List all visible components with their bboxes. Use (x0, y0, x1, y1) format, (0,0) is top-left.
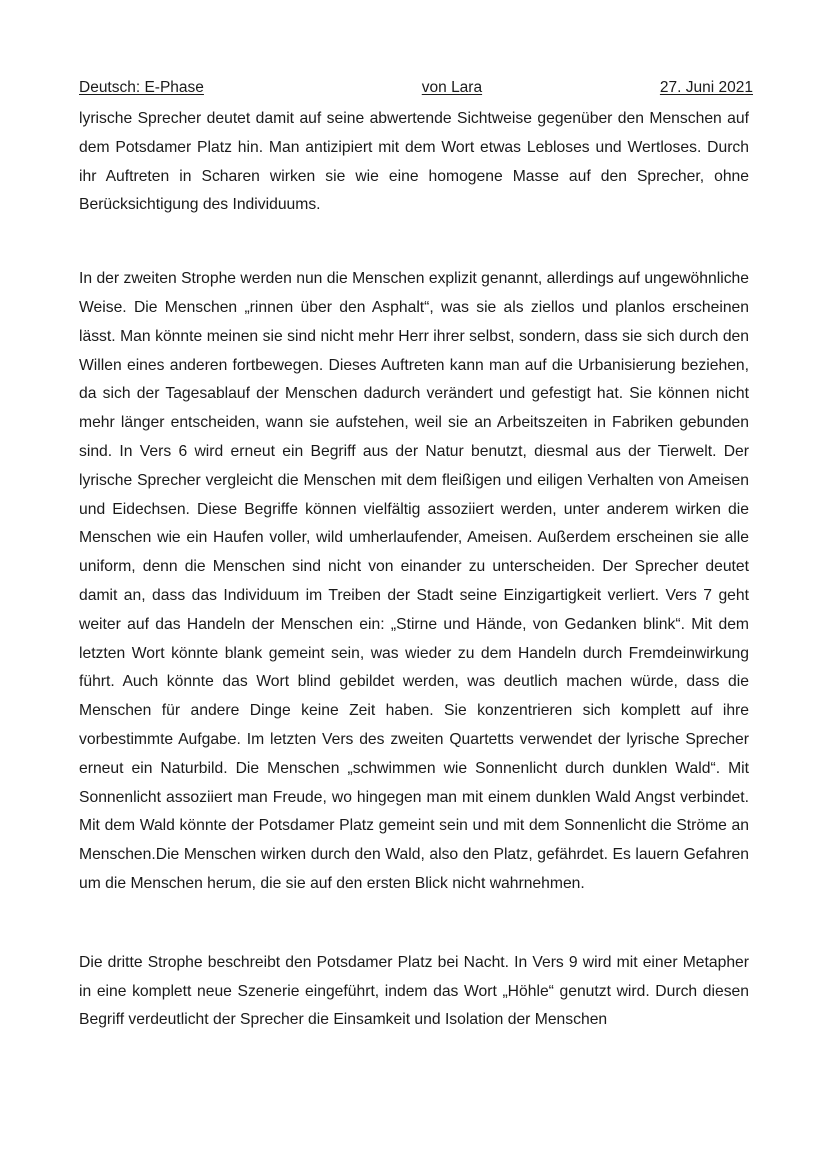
paragraph-3: Die dritte Strophe beschreibt den Potsdamer Platz bei Nacht. In Vers 9 wird mit einer Metapher in eine komplett neue Szenerie eingeführt, indem das Wort „Höhle“ genutzt wird. Durch diesen Begriff verdeutlicht der Sprecher die Einsamkeit und Isolation der Menschen (79, 953, 749, 1029)
paragraph-2: In der zweiten Strophe werden nun die Menschen explizit genannt, allerdings auf ungewöhnliche Weise. Die Menschen „rinnen über den Asphalt“, was sie als ziellos und planlos erscheinen lässt. Man könnte meinen sie sind nicht mehr Herr ihrer selbst, sondern, dass sie sich durch den Willen eines anderen fortbewegen. Dieses Auftreten kann man auf die Urbanisierung beziehen, da sich der Tagesablauf der Menschen dadurch verändert und gefestigt hat. Sie können nicht mehr länger entscheiden, wann sie aufstehen, weil sie an Arbeitszeiten in Fabriken gebunden sind. In Vers 6 wird erneut ein Begriff aus der Natur benutzt, diesmal aus der Tierwelt. Der lyrische Sprecher vergleicht die Menschen mit dem fleißigen und eiligen Verhalten von Ameisen und Eidechsen. Diese Begriffe können vielfältig assoziiert werden, unter anderem wirken die Menschen wie ein Haufen voller, wild umherlaufender, Ameisen. Außerdem erscheinen sie alle uniform, denn die Menschen sind nicht von einander zu unterscheiden. Der Sprecher deutet damit an, dass das Individuum im Treiben der Stadt seine Einzigartigkeit verliert. Vers 7 geht weiter auf das Handeln der Menschen ein: „Stirne und Hände, von Gedanken blink“. Mit dem letzten Wort könnte blank gemeint sein, was wieder zu dem Handeln durch Fremdeinwirkung führt. Auch könnte das Wort blind gebildet werden, was deutlich machen würde, dass die Menschen für andere Dinge keine Zeit haben. Sie konzentrieren sich komplett auf ihre vorbestimmte Aufgabe. Im letzten Vers des zweiten Quartetts verwendet der lyrische Sprecher erneut ein Naturbild. Die Menschen „schwimmen wie Sonnenlicht durch dunklen Wald“. Mit Sonnenlicht assoziiert man Freude, wo hingegen man mit einem dunklen Wald Angst verbindet. Mit dem Wald könnte der Potsdamer Platz gemeint sein und mit dem Sonnenlicht die Ströme an Menschen.Die Menschen wirken durch den Wald, also den Platz, gefährdet. Es lauern Gefahren um die Menschen herum, die sie auf den ersten Blick nicht wahrnehmen. (79, 270, 749, 892)
document-page (79, 78, 753, 1035)
paragraph-1: lyrische Sprecher deutet damit auf seine abwertende Sichtweise gegenüber den Menschen auf dem Potsdamer Platz hin. Man antizipiert mit dem Wort etwas Lebloses und Wertloses. Durch ihr Auftreten in Scharen wirken sie wie eine homogene Masse auf den Sprecher, ohne Berücksichtigung des Individuums. (79, 110, 749, 214)
header-subject: Deutsch: E-Phase (79, 79, 204, 96)
header-author: von Lara (421, 79, 483, 96)
header-date: 27. Juni 2021 (659, 79, 753, 96)
page-header (79, 78, 753, 100)
